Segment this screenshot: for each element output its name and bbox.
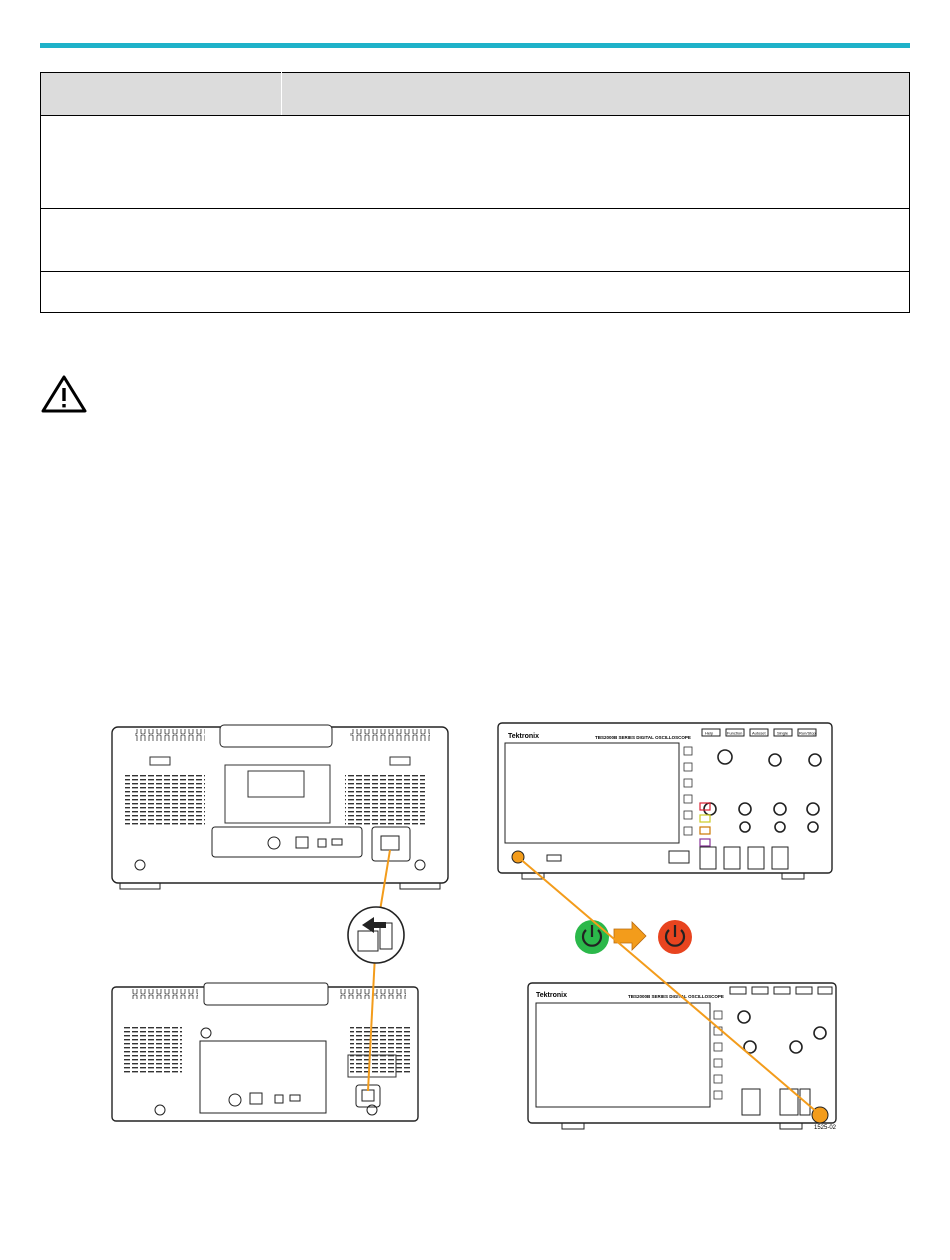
spec-table (40, 72, 910, 313)
rear-panel-4ch (112, 725, 448, 889)
brand-label: Tektronix (508, 733, 539, 740)
function-button-label: Function (727, 730, 743, 736)
brand-label: Tektronix (536, 992, 567, 999)
model-label: TBS2000B SERIES DIGITAL OSCILLOSCOPE (628, 994, 724, 999)
autoset-button-label: Autoset (752, 730, 766, 736)
runstop-button-label: Run/Stop (799, 730, 816, 736)
table-cell (282, 116, 910, 209)
top-accent-bar (40, 43, 910, 48)
table-cell (41, 116, 282, 209)
power-plug-callout (348, 907, 404, 963)
table-cell (282, 209, 910, 272)
table-cell (41, 272, 282, 313)
front-panel-4ch (498, 723, 832, 879)
single-button-label: Single (777, 730, 789, 736)
table-header-cell (41, 73, 282, 116)
front-panel-2ch (528, 983, 837, 1131)
table-row (41, 209, 910, 272)
power-state-sequence (575, 920, 692, 954)
figure-id: 1525-02 (814, 1125, 837, 1131)
table-row (41, 272, 910, 313)
warning-triangle-icon (40, 374, 88, 414)
table-row (41, 116, 910, 209)
help-button-label: Help (705, 730, 714, 736)
table-header-row (41, 73, 910, 116)
table-cell (41, 209, 282, 272)
model-label: TBS2000B SERIES DIGITAL OSCILLOSCOPE (595, 735, 691, 740)
table-header-cell (282, 73, 910, 116)
power-connection-figure (100, 715, 860, 1135)
table-cell (282, 272, 910, 313)
